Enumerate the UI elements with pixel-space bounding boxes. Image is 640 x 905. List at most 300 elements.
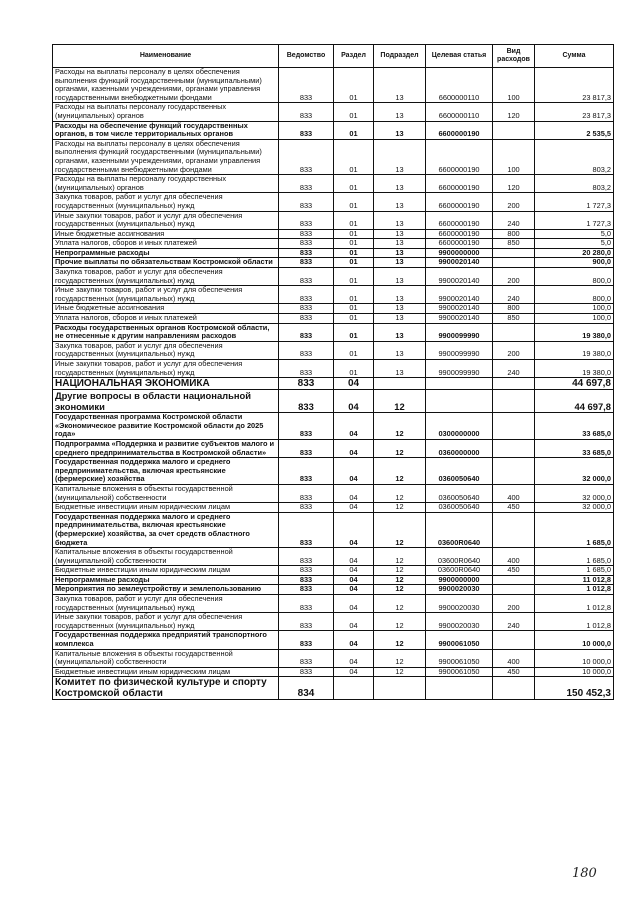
page-number: 180	[572, 866, 597, 881]
cell-section: 01	[334, 323, 374, 341]
cell-section: 01	[334, 121, 374, 139]
cell-expense-type: 850	[493, 314, 535, 324]
cell-amount: 803,2	[535, 139, 614, 174]
cell-amount: 10 000,0	[535, 649, 614, 667]
cell-department: 833	[279, 323, 334, 341]
cell-section: 04	[334, 512, 374, 547]
cell-expense-type: 400	[493, 548, 535, 566]
cell-target-article: 9900020140	[426, 268, 493, 286]
cell-target-article: 9900020030	[426, 595, 493, 613]
cell-section: 01	[334, 239, 374, 249]
cell-section: 04	[334, 595, 374, 613]
cell-subsection: 13	[374, 229, 426, 239]
cell-expense-type	[493, 258, 535, 268]
cell-section: 04	[334, 566, 374, 576]
cell-name: Бюджетные инвестиции иным юридическим лицам	[53, 667, 279, 677]
cell-target-article: 9900020030	[426, 613, 493, 631]
cell-amount: 2 535,5	[535, 121, 614, 139]
cell-subsection: 13	[374, 268, 426, 286]
cell-name: Иные закупки товаров, работ и услуг для обеспечения государственных (муниципальных) нужд	[53, 286, 279, 304]
cell-department: 833	[279, 229, 334, 239]
cell-subsection: 13	[374, 211, 426, 229]
cell-subsection: 13	[374, 258, 426, 268]
cell-name: НАЦИОНАЛЬНАЯ ЭКОНОМИКА	[53, 378, 279, 390]
cell-target-article: 0360050640	[426, 503, 493, 513]
cell-amount: 1 012,8	[535, 595, 614, 613]
table-row	[53, 631, 614, 649]
cell-target-article: 03600R0640	[426, 566, 493, 576]
cell-department: 833	[279, 512, 334, 547]
cell-name: Иные закупки товаров, работ и услуг для обеспечения государственных (муниципальных) нужд	[53, 613, 279, 631]
cell-amount: 44 697,8	[535, 390, 614, 413]
cell-expense-type	[493, 390, 535, 413]
cell-name: Капитальные вложения в объекты государственной (муниципальной) собственности	[53, 649, 279, 667]
cell-expense-type: 200	[493, 595, 535, 613]
cell-target-article: 9900000000	[426, 575, 493, 585]
cell-subsection: 12	[374, 585, 426, 595]
table-row	[53, 211, 614, 229]
cell-expense-type	[493, 677, 535, 700]
cell-target-article: 0360000000	[426, 439, 493, 457]
cell-amount: 19 380,0	[535, 341, 614, 359]
table-row	[53, 248, 614, 258]
cell-expense-type: 120	[493, 175, 535, 193]
cell-section: 01	[334, 193, 374, 211]
cell-name: Закупка товаров, работ и услуг для обеспечения государственных (муниципальных) нужд	[53, 268, 279, 286]
cell-amount: 32 000,0	[535, 484, 614, 502]
cell-department: 833	[279, 239, 334, 249]
cell-section: 01	[334, 229, 374, 239]
cell-target-article: 9900020140	[426, 304, 493, 314]
cell-department: 833	[279, 548, 334, 566]
cell-subsection: 12	[374, 548, 426, 566]
cell-amount: 19 380,0	[535, 323, 614, 341]
cell-subsection: 13	[374, 121, 426, 139]
header-name: Наименование	[53, 45, 279, 68]
cell-target-article: 9900020140	[426, 286, 493, 304]
cell-expense-type	[493, 458, 535, 485]
cell-target-article: 6600000190	[426, 175, 493, 193]
cell-amount: 32 000,0	[535, 503, 614, 513]
table-row	[53, 667, 614, 677]
cell-amount: 1 685,0	[535, 548, 614, 566]
table-row	[53, 649, 614, 667]
cell-department: 833	[279, 314, 334, 324]
header-expense-type: Вид расходов	[493, 45, 535, 68]
table-row	[53, 268, 614, 286]
cell-subsection: 12	[374, 439, 426, 457]
cell-expense-type: 800	[493, 304, 535, 314]
cell-target-article	[426, 390, 493, 413]
cell-amount: 800,0	[535, 268, 614, 286]
cell-target-article: 6600000190	[426, 239, 493, 249]
table-row	[53, 121, 614, 139]
cell-section: 04	[334, 548, 374, 566]
cell-name: Иные бюджетные ассигнования	[53, 304, 279, 314]
cell-expense-type	[493, 512, 535, 547]
cell-section: 01	[334, 211, 374, 229]
cell-department: 833	[279, 503, 334, 513]
cell-expense-type: 100	[493, 68, 535, 103]
cell-department: 833	[279, 175, 334, 193]
table-row	[53, 360, 614, 378]
cell-target-article: 6600000190	[426, 211, 493, 229]
cell-target-article: 0360050640	[426, 458, 493, 485]
table-row	[53, 613, 614, 631]
cell-name: Уплата налогов, сборов и иных платежей	[53, 314, 279, 324]
cell-amount: 33 685,0	[535, 439, 614, 457]
cell-expense-type	[493, 323, 535, 341]
cell-section: 01	[334, 314, 374, 324]
cell-target-article: 9900020140	[426, 258, 493, 268]
cell-expense-type: 240	[493, 211, 535, 229]
header-amount: Сумма	[535, 45, 614, 68]
cell-name: Закупка товаров, работ и услуг для обеспечения государственных (муниципальных) нужд	[53, 595, 279, 613]
cell-target-article: 9900099990	[426, 341, 493, 359]
cell-subsection: 13	[374, 103, 426, 121]
table-row	[53, 286, 614, 304]
cell-target-article	[426, 677, 493, 700]
cell-amount: 803,2	[535, 175, 614, 193]
table-row	[53, 323, 614, 341]
table-row	[53, 314, 614, 324]
cell-amount: 32 000,0	[535, 458, 614, 485]
cell-expense-type	[493, 413, 535, 440]
cell-section: 04	[334, 585, 374, 595]
cell-name: Расходы на выплаты персоналу государственных (муниципальных) органов	[53, 103, 279, 121]
header-department: Ведомство	[279, 45, 334, 68]
cell-amount: 10 000,0	[535, 667, 614, 677]
table-row	[53, 413, 614, 440]
cell-name: Расходы на обеспечение функций государственных органов, в том числе территориальных органов	[53, 121, 279, 139]
table-row	[53, 341, 614, 359]
cell-expense-type: 200	[493, 341, 535, 359]
cell-subsection: 13	[374, 323, 426, 341]
cell-expense-type: 450	[493, 566, 535, 576]
header-target-article: Целевая статья	[426, 45, 493, 68]
cell-name: Уплата налогов, сборов и иных платежей	[53, 239, 279, 249]
cell-section: 01	[334, 258, 374, 268]
cell-section: 04	[334, 631, 374, 649]
cell-department: 833	[279, 413, 334, 440]
cell-amount: 100,0	[535, 304, 614, 314]
cell-target-article: 9900061050	[426, 649, 493, 667]
cell-amount: 1 685,0	[535, 512, 614, 547]
cell-department: 833	[279, 378, 334, 390]
cell-subsection: 12	[374, 595, 426, 613]
cell-section: 04	[334, 484, 374, 502]
cell-name: Расходы на выплаты персоналу в целях обеспечения выполнения функций государственными (муниципальными) органами, казенными учреждениями, органами управления государственными внебюджетными фондами	[53, 139, 279, 174]
cell-name: Подпрограмма «Поддержка и развитие субъектов малого и среднего предпринимательства в Костромской области»	[53, 439, 279, 457]
cell-subsection: 12	[374, 667, 426, 677]
cell-amount: 44 697,8	[535, 378, 614, 390]
table-row	[53, 103, 614, 121]
cell-expense-type: 200	[493, 193, 535, 211]
cell-section: 04	[334, 503, 374, 513]
budget-table	[52, 44, 614, 700]
cell-expense-type	[493, 439, 535, 457]
cell-subsection	[374, 677, 426, 700]
cell-expense-type: 450	[493, 667, 535, 677]
cell-expense-type: 240	[493, 360, 535, 378]
cell-department: 833	[279, 360, 334, 378]
cell-expense-type: 400	[493, 484, 535, 502]
cell-expense-type: 120	[493, 103, 535, 121]
cell-section: 04	[334, 439, 374, 457]
cell-amount: 5,0	[535, 239, 614, 249]
cell-department: 833	[279, 341, 334, 359]
cell-expense-type	[493, 378, 535, 390]
table-row	[53, 193, 614, 211]
cell-amount: 20 280,0	[535, 248, 614, 258]
table-row	[53, 595, 614, 613]
cell-target-article: 9900061050	[426, 667, 493, 677]
cell-name: Непрограммные расходы	[53, 248, 279, 258]
header-section: Раздел	[334, 45, 374, 68]
cell-subsection: 12	[374, 631, 426, 649]
table-row	[53, 378, 614, 390]
cell-subsection: 12	[374, 512, 426, 547]
cell-amount: 800,0	[535, 286, 614, 304]
cell-subsection: 13	[374, 314, 426, 324]
cell-department: 833	[279, 258, 334, 268]
cell-amount: 1 012,8	[535, 613, 614, 631]
cell-name: Государственная программа Костромской области «Экономическое развитие Костромской области до 2025 года»	[53, 413, 279, 440]
cell-expense-type	[493, 631, 535, 649]
budget-sheet	[52, 44, 613, 700]
cell-expense-type: 400	[493, 649, 535, 667]
cell-amount: 1 685,0	[535, 566, 614, 576]
cell-target-article: 0300000000	[426, 413, 493, 440]
table-row	[53, 229, 614, 239]
cell-department: 833	[279, 304, 334, 314]
cell-expense-type	[493, 575, 535, 585]
cell-amount: 100,0	[535, 314, 614, 324]
cell-target-article: 6600000110	[426, 103, 493, 121]
cell-expense-type: 850	[493, 239, 535, 249]
cell-name: Капитальные вложения в объекты государственной (муниципальной) собственности	[53, 548, 279, 566]
cell-expense-type: 800	[493, 229, 535, 239]
cell-department: 833	[279, 566, 334, 576]
cell-department: 833	[279, 575, 334, 585]
cell-department: 833	[279, 439, 334, 457]
cell-department: 833	[279, 458, 334, 485]
cell-subsection: 12	[374, 413, 426, 440]
cell-section: 04	[334, 575, 374, 585]
cell-name: Государственная поддержка малого и среднего предпринимательства, включая крестьянские (фермерские) хозяйства, за счет средств областного бюджета	[53, 512, 279, 547]
cell-section: 04	[334, 378, 374, 390]
cell-expense-type	[493, 121, 535, 139]
table-row	[53, 304, 614, 314]
cell-name: Прочие выплаты по обязательствам Костромской области	[53, 258, 279, 268]
cell-department: 833	[279, 193, 334, 211]
cell-amount: 19 380,0	[535, 360, 614, 378]
cell-section: 01	[334, 360, 374, 378]
table-row	[53, 575, 614, 585]
cell-name: Расходы на выплаты персоналу государственных (муниципальных) органов	[53, 175, 279, 193]
cell-target-article: 6600000190	[426, 193, 493, 211]
cell-subsection	[374, 378, 426, 390]
cell-subsection: 12	[374, 484, 426, 502]
table-row	[53, 458, 614, 485]
table-row	[53, 503, 614, 513]
cell-expense-type: 240	[493, 286, 535, 304]
cell-amount: 23 817,3	[535, 103, 614, 121]
cell-expense-type: 100	[493, 139, 535, 174]
cell-name: Иные закупки товаров, работ и услуг для обеспечения государственных (муниципальных) нужд	[53, 211, 279, 229]
cell-name: Мероприятия по землеустройству и землепользованию	[53, 585, 279, 595]
header-subsection: Подраздел	[374, 45, 426, 68]
cell-name: Бюджетные инвестиции иным юридическим лицам	[53, 503, 279, 513]
table-row	[53, 585, 614, 595]
cell-subsection: 13	[374, 304, 426, 314]
cell-section: 01	[334, 103, 374, 121]
cell-section: 04	[334, 649, 374, 667]
cell-amount: 5,0	[535, 229, 614, 239]
table-row	[53, 239, 614, 249]
cell-amount: 10 000,0	[535, 631, 614, 649]
table-row	[53, 68, 614, 103]
cell-name: Расходы государственных органов Костромской области, не отнесенные к другим направлениям расходов	[53, 323, 279, 341]
table-row	[53, 548, 614, 566]
cell-name: Закупка товаров, работ и услуг для обеспечения государственных (муниципальных) нужд	[53, 341, 279, 359]
cell-department: 833	[279, 613, 334, 631]
cell-target-article: 03600R0640	[426, 512, 493, 547]
cell-amount: 1 727,3	[535, 193, 614, 211]
table-row	[53, 390, 614, 413]
table-row	[53, 484, 614, 502]
cell-section: 01	[334, 175, 374, 193]
cell-target-article: 9900061050	[426, 631, 493, 649]
table-row	[53, 439, 614, 457]
cell-section: 01	[334, 139, 374, 174]
cell-department: 833	[279, 139, 334, 174]
cell-amount: 33 685,0	[535, 413, 614, 440]
cell-department: 833	[279, 211, 334, 229]
cell-amount: 23 817,3	[535, 68, 614, 103]
cell-expense-type	[493, 585, 535, 595]
cell-department: 833	[279, 248, 334, 258]
cell-subsection: 12	[374, 390, 426, 413]
cell-section	[334, 677, 374, 700]
table-row	[53, 512, 614, 547]
cell-name: Государственная поддержка предприятий транспортного комплекса	[53, 631, 279, 649]
cell-name: Комитет по физической культуре и спорту Костромской области	[53, 677, 279, 700]
table-row	[53, 139, 614, 174]
cell-expense-type	[493, 248, 535, 258]
cell-subsection: 13	[374, 68, 426, 103]
table-row	[53, 258, 614, 268]
cell-target-article: 9900000000	[426, 248, 493, 258]
cell-department: 833	[279, 103, 334, 121]
cell-subsection: 13	[374, 193, 426, 211]
cell-subsection: 13	[374, 286, 426, 304]
cell-subsection: 13	[374, 175, 426, 193]
cell-department: 833	[279, 667, 334, 677]
cell-amount: 1 727,3	[535, 211, 614, 229]
cell-department: 834	[279, 677, 334, 700]
cell-section: 01	[334, 268, 374, 286]
cell-subsection: 12	[374, 649, 426, 667]
cell-section: 04	[334, 413, 374, 440]
cell-target-article: 6600000190	[426, 229, 493, 239]
cell-name: Капитальные вложения в объекты государственной (муниципальной) собственности	[53, 484, 279, 502]
cell-target-article: 03600R0640	[426, 548, 493, 566]
cell-target-article: 6600000190	[426, 139, 493, 174]
cell-subsection: 13	[374, 248, 426, 258]
cell-target-article: 6600000190	[426, 121, 493, 139]
cell-section: 01	[334, 248, 374, 258]
cell-section: 04	[334, 613, 374, 631]
cell-department: 833	[279, 68, 334, 103]
cell-department: 833	[279, 631, 334, 649]
cell-section: 04	[334, 390, 374, 413]
cell-department: 833	[279, 649, 334, 667]
cell-name: Расходы на выплаты персоналу в целях обеспечения выполнения функций государственными (муниципальными) органами, казенными учреждениями, органами управления государственными внебюджетными фондами	[53, 68, 279, 103]
cell-amount: 900,0	[535, 258, 614, 268]
cell-expense-type: 200	[493, 268, 535, 286]
cell-target-article: 9900099990	[426, 323, 493, 341]
cell-department: 833	[279, 121, 334, 139]
cell-subsection: 12	[374, 458, 426, 485]
cell-name: Закупка товаров, работ и услуг для обеспечения государственных (муниципальных) нужд	[53, 193, 279, 211]
cell-department: 833	[279, 585, 334, 595]
cell-amount: 1 012,8	[535, 585, 614, 595]
table-row	[53, 677, 614, 700]
cell-target-article: 9900099990	[426, 360, 493, 378]
cell-section: 01	[334, 68, 374, 103]
cell-department: 833	[279, 286, 334, 304]
cell-target-article: 6600000110	[426, 68, 493, 103]
cell-department: 833	[279, 268, 334, 286]
table-header-row	[53, 45, 614, 68]
cell-amount: 11 012,8	[535, 575, 614, 585]
cell-subsection: 12	[374, 566, 426, 576]
cell-subsection: 12	[374, 503, 426, 513]
cell-section: 01	[334, 286, 374, 304]
cell-section: 04	[334, 458, 374, 485]
cell-expense-type: 450	[493, 503, 535, 513]
table-row	[53, 566, 614, 576]
cell-name: Иные бюджетные ассигнования	[53, 229, 279, 239]
cell-expense-type: 240	[493, 613, 535, 631]
cell-subsection: 13	[374, 341, 426, 359]
cell-name: Непрограммные расходы	[53, 575, 279, 585]
cell-target-article: 9900020140	[426, 314, 493, 324]
cell-target-article: 0360050640	[426, 484, 493, 502]
cell-name: Бюджетные инвестиции иным юридическим лицам	[53, 566, 279, 576]
cell-section: 01	[334, 304, 374, 314]
cell-department: 833	[279, 484, 334, 502]
cell-subsection: 13	[374, 239, 426, 249]
cell-name: Другие вопросы в области национальной экономики	[53, 390, 279, 413]
cell-target-article	[426, 378, 493, 390]
cell-department: 833	[279, 390, 334, 413]
cell-section: 04	[334, 667, 374, 677]
cell-amount: 150 452,3	[535, 677, 614, 700]
cell-subsection: 12	[374, 575, 426, 585]
table-body	[53, 68, 614, 700]
cell-section: 01	[334, 341, 374, 359]
table-row	[53, 175, 614, 193]
cell-name: Государственная поддержка малого и среднего предпринимательства, включая крестьянские (фермерские) хозяйства	[53, 458, 279, 485]
cell-subsection: 13	[374, 139, 426, 174]
cell-department: 833	[279, 595, 334, 613]
cell-subsection: 13	[374, 360, 426, 378]
cell-subsection: 12	[374, 613, 426, 631]
cell-target-article: 9900020030	[426, 585, 493, 595]
cell-name: Иные закупки товаров, работ и услуг для обеспечения государственных (муниципальных) нужд	[53, 360, 279, 378]
